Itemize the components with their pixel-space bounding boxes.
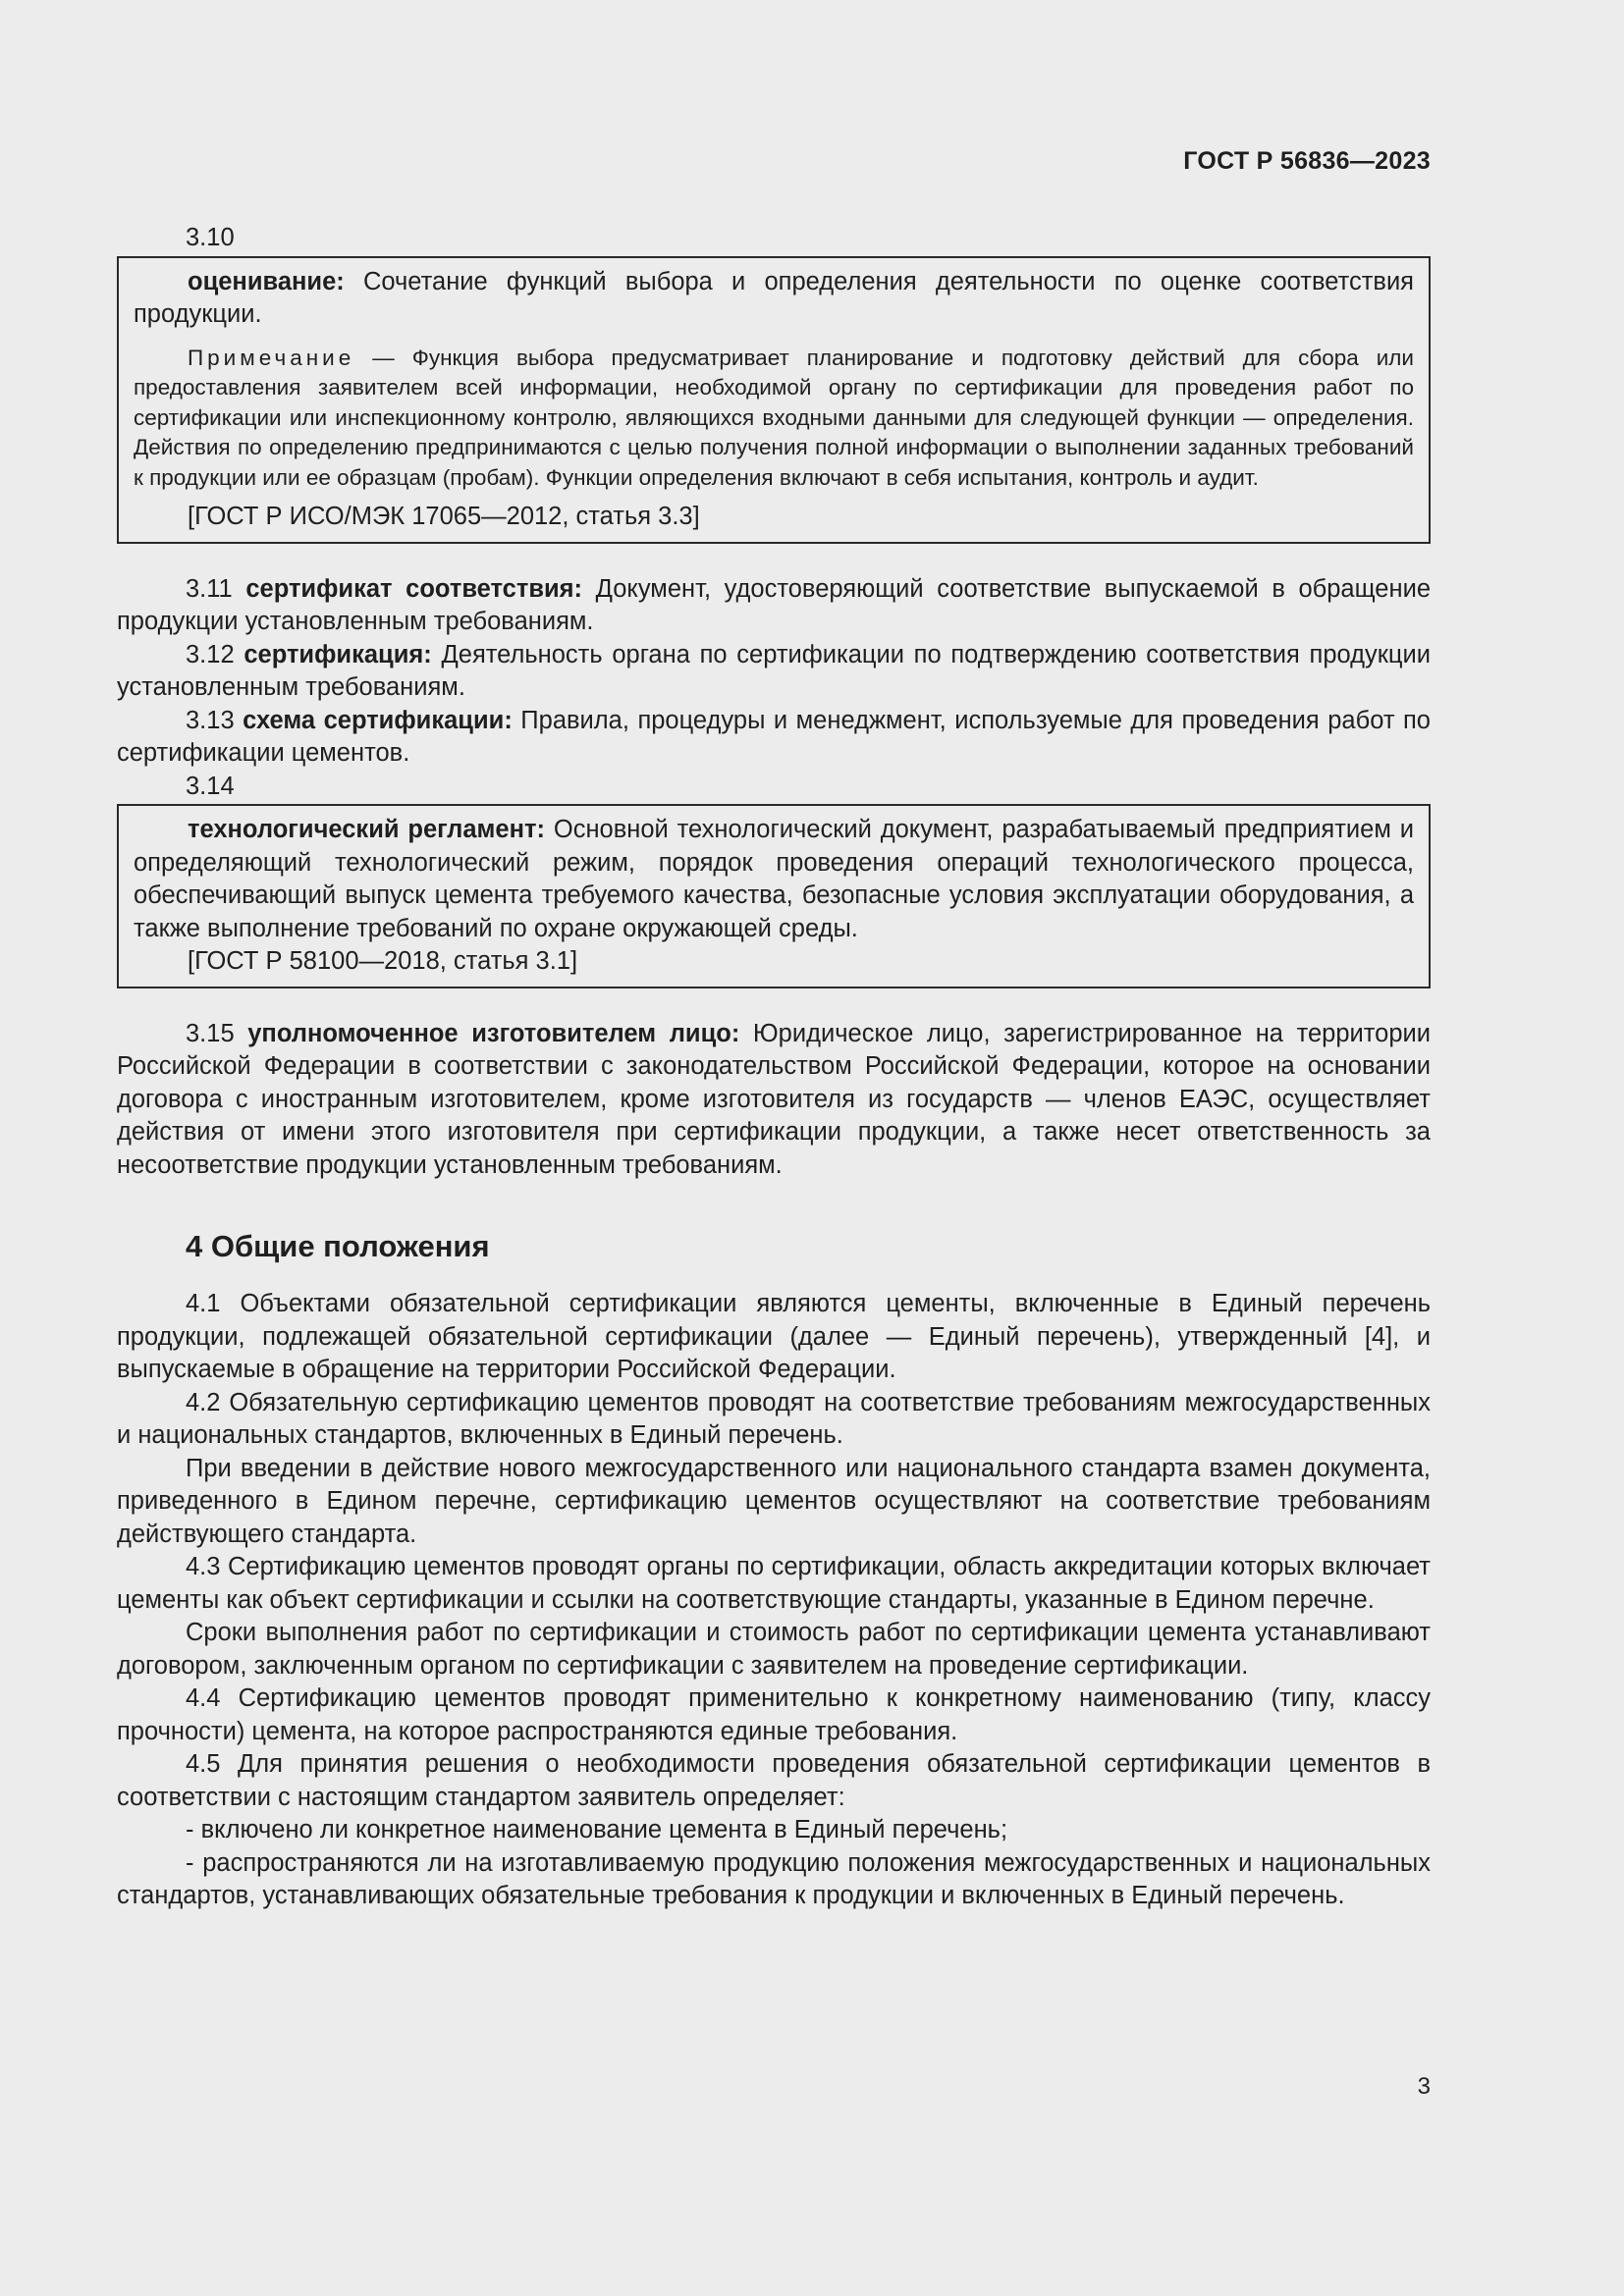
term-text: Документ, удостоверяющий соответствие выпускаемой в обращение продукции установленным требованиям. [117, 574, 1431, 635]
term-name: сертификат соответствия: [245, 574, 583, 603]
spacer [117, 988, 1431, 1018]
term-number-3-14: 3.14 [186, 772, 235, 800]
term-text: Основной технологический документ, разрабатываемый предприятием и определяющий технологический режим, порядок проведения операций технологического процесса, обеспечивающий выпуск цемента требуемого качества, безопасные условия эксплуатации оборудования, а также выполнение требований по охране окружающей среды. [134, 816, 1414, 942]
paragraph-4-4: 4.4 Сертификацию цементов проводят применительно к конкретному наименованию (типу, классу прочности) цемента, на которое распространяются единые требования. [117, 1684, 1431, 1745]
term-text: Сочетание функций выбора и определения деятельности по оценке соответствия продукции. [134, 267, 1414, 328]
paragraph-4-3-cont: Сроки выполнения работ по сертификации и стоимость работ по сертификации цемента устанавливают договором, заключенным органом по сертификации с заявителем на проведение сертификации. [117, 1619, 1431, 1680]
paragraph-4-2: 4.2 Обязательную сертификацию цементов проводят на соответствие требованиям межгосударственных и национальных стандартов, включенных в Единый перечень. [117, 1388, 1431, 1449]
term-name: сертификация: [244, 640, 432, 668]
term-text: Деятельность органа по сертификации по подтверждению соответствия продукции установленным требованиям. [117, 640, 1431, 701]
paragraph-4-2-cont: При введении в действие нового межгосударственного или национального стандарта взамен документа, приведенного в Едином перечне, сертификацию цементов осуществляют на соответствие требованиям действующего стандарта. [117, 1454, 1431, 1548]
note-label: Примечание [188, 345, 355, 370]
term-name: технологический регламент: [188, 816, 545, 843]
term-name: уполномоченное изготовителем лицо: [247, 1019, 740, 1047]
spacer [117, 544, 1431, 573]
term-name: оценивание: [188, 267, 345, 295]
term-box-3-10 [117, 256, 1431, 544]
term-definition-3-14 [134, 814, 1414, 945]
term-definition-3-15 [117, 1018, 1431, 1183]
term-text: Юридическое лицо, зарегистрированное на территории Российской Федерации в соответствии с законодательством Российской Федерации, которое на основании договора с иностранным изготовителем, кроме изготовителя из государств — членов ЕАЭС, осуществляет действия от имени этого изготовителя при сертификации продукции, а также несет ответственность за несоответствие продукции установленным требованиям. [117, 1019, 1431, 1179]
term-definition-3-12 [117, 639, 1431, 705]
page-number: 3 [1417, 2073, 1431, 2100]
term-number: 3.13 [186, 706, 244, 734]
term-number: 3.11 [186, 574, 246, 603]
term-number: 3.12 [186, 640, 244, 668]
list-item: - включено ли конкретное наименование цемента в Единый перечень; [186, 1816, 1008, 1843]
term-number-3-10: 3.10 [186, 224, 235, 251]
term-definition-3-10 [134, 266, 1414, 332]
paragraph-4-3: 4.3 Сертификацию цементов проводят органы по сертификации, область аккредитации которых включает цементы как объект сертификации и ссылки на соответствующие стандарты, указанные в Едином перечне. [117, 1553, 1431, 1614]
spacer [117, 1266, 1431, 1288]
note-3-10 [134, 344, 1414, 494]
term-name: схема сертификации: [243, 706, 513, 734]
term-text: Правила, процедуры и менеджмент, используемые для проведения работ по сертификации цементов. [117, 706, 1431, 767]
term-definition-3-11 [117, 573, 1431, 639]
spacer [117, 1182, 1431, 1227]
paragraph-4-1: 4.1 Объектами обязательной сертификации являются цементы, включенные в Единый перечень продукции, подлежащей обязательной сертификации (далее — Единый перечень), утвержденный [4], и выпускаемые в обращение на территории Российской Федерации. [117, 1290, 1431, 1383]
term-reference-3-14: [ГОСТ Р 58100—2018, статья 3.1] [188, 947, 578, 975]
term-number: 3.15 [186, 1019, 248, 1047]
section-title: 4 Общие положения [186, 1229, 490, 1263]
term-box-3-14 [117, 804, 1431, 988]
list-item: - распространяются ли на изготавливаемую продукцию положения межгосударственных и национальных стандартов, устанавливающих обязательные требования к продукции и включенных в Единый перечень. [117, 1848, 1431, 1909]
term-definition-3-13 [117, 705, 1431, 771]
term-reference-3-10: [ГОСТ Р ИСО/МЭК 17065—2012, статья 3.3] [188, 503, 700, 530]
document-code: ГОСТ Р 56836—2023 [1183, 147, 1431, 175]
paragraph-4-5: 4.5 Для принятия решения о необходимости проведения обязательной сертификации цементов в соответствии с настоящим стандартом заявитель определяет: [117, 1750, 1431, 1811]
note-text: — Функция выбора предусматривает планирование и подготовку действий для сбора или предоставления заявителем всей информации, необходимой органу по сертификации для проведения работ по сертификации или инспекционному контролю, являющихся входными данными для следующей функции — определения. Действия по определению предпринимаются с целью получения полной информации о выполнении заданных требований к продукции или ее образцам (пробам). Функции определения включают в себя испытания, контроль и аудит. [134, 345, 1414, 490]
page-content [117, 222, 1431, 1913]
